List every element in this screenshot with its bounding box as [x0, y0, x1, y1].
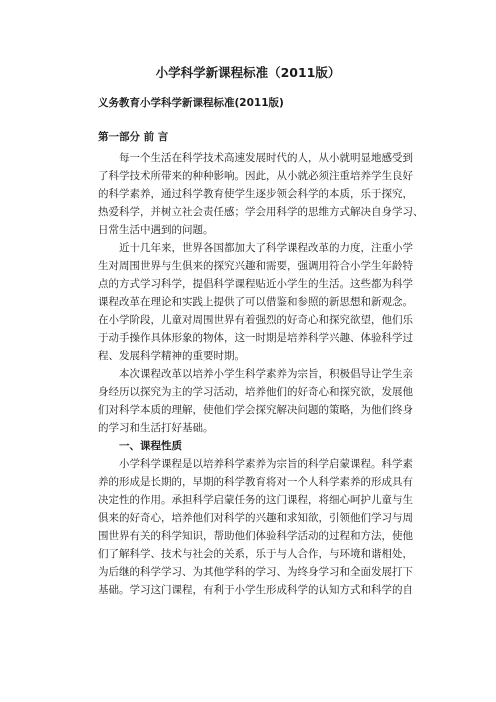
- paragraph-line: 近十几年来，世界各国都加大了科学课程改革的力度，注重小学: [119, 242, 413, 254]
- paragraph-line: 程、发展科学精神的重要时期。: [98, 350, 245, 362]
- paragraph-line: 身经历以探究为主的学习活动，培养他们的好奇心和探究欲，发展他: [98, 386, 413, 398]
- paragraph-line: 为后继的科学学习、为其他学科的学习、为终身学习和全面发展打下: [98, 566, 413, 578]
- paragraph-line: 养的形成是长期的，早期的科学教育将对一个人科学素养的形成具有: [98, 476, 413, 488]
- paragraph-line: 基础。学习这门课程，有利于小学生形成科学的认知方式和科学的自: [98, 584, 413, 596]
- paragraph-line: 点的方式学习科学，提倡科学课程贴近小学生的生活。这些都为科学: [98, 278, 413, 290]
- paragraph-line: 小学科学课程是以培养科学素养为宗旨的科学启蒙课程。科学素: [119, 458, 413, 470]
- paragraph-line: 围世界有关的科学知识，帮助他们体验科学活动的过程和方法，使他: [98, 530, 413, 542]
- paragraph-line: 的科学素养，通过科学教育使学生逐步领会科学的本质，乐于探究，: [98, 188, 413, 200]
- subsection-heading: 一、课程性质: [119, 440, 182, 452]
- paragraph-line: 生对周围世界与生俱来的探究兴趣和需要，强调用符合小学生年龄特: [98, 260, 413, 272]
- paragraph-line: 们对科学本质的理解，使他们学会探究解决问题的策略，为他们终身: [98, 404, 413, 416]
- paragraph-line: 日常生活中遇到的问题。: [98, 224, 214, 236]
- document-title: 小学科学新课程标准（2011版）: [155, 65, 341, 80]
- paragraph-line: 每一个生活在科学技术高速发展时代的人，从小就明显地感受到: [119, 152, 413, 164]
- paragraph-line: 本次课程改革以培养小学生科学素养为宗旨，积极倡导让学生亲: [119, 368, 413, 380]
- paragraph-line: 了科学技术所带来的种种影响。因此，从小就必须注重培养学生良好: [98, 170, 413, 182]
- paragraph-line: 课程改革在理论和实践上提供了可以借鉴和参照的新思想和新观念。: [98, 296, 413, 308]
- paragraph-line: 的学习和生活打好基础。: [98, 422, 214, 434]
- paragraph-line: 于动手操作具体形象的物体，这一时期是培养科学兴趣、体验科学过: [98, 332, 413, 344]
- paragraph-line: 们了解科学、技术与社会的关系，乐于与人合作，与环境和谐相处，: [98, 548, 413, 560]
- paragraph-line: 热爱科学，并树立社会责任感；学会用科学的思维方式解决自身学习、: [98, 206, 424, 218]
- section-heading: 第一部分 前 言: [98, 131, 169, 143]
- document-subtitle: 义务教育小学科学新课程标准(2011版): [98, 97, 284, 109]
- paragraph-line: 在小学阶段，儿童对周围世界有着强烈的好奇心和探究欲望，他们乐: [98, 314, 413, 326]
- paragraph-line: 俱来的好奇心，培养他们对科学的兴趣和求知欲，引领他们学习与周: [98, 512, 413, 524]
- paragraph-line: 决定性的作用。承担科学启蒙任务的这门课程，将细心呵护儿童与生: [98, 494, 413, 506]
